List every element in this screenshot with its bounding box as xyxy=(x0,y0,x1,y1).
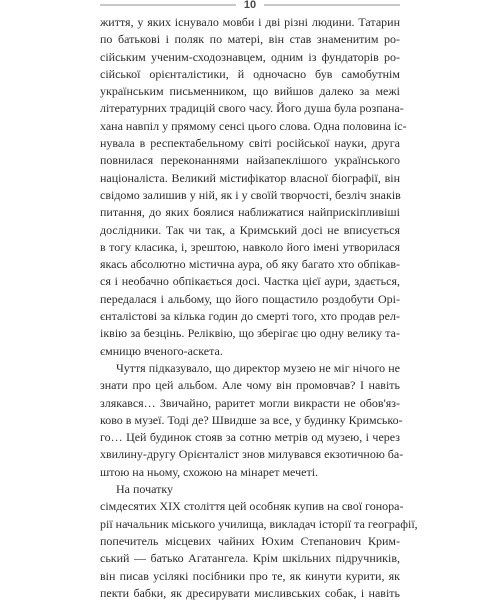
text-line: літературних традицій свого часу. Його душа була розпана- xyxy=(100,101,404,116)
text-line: знати про цей альбом. Але чому він промовчав? І навіть xyxy=(100,378,400,393)
text-line: сійської орієнталістики, й одночасно був самобутнім xyxy=(100,66,400,81)
text-line: нувала в респектабельному світі російської науки, друга xyxy=(100,136,400,151)
text-line: Чуття підказувало, що директор музею не міг нічого не xyxy=(116,360,400,375)
page-header xyxy=(0,0,500,10)
text-line: передалася і альбому, що його пощастило роздобути Орі- xyxy=(100,291,400,306)
text-line: ково в музеї. Тоді де? Швидше за все, у будинку Кримсько- xyxy=(100,412,403,427)
page-number: 10 xyxy=(243,0,257,11)
text-line: ський — батько Агатангела. Крім шкільних підручників, xyxy=(100,551,400,566)
paragraph-1 xyxy=(100,14,407,360)
text-line: хвилину-другу Орієнталіст знов милувався екзотичною ба- xyxy=(100,447,404,462)
text-line: ся і необачно обпікається досі. Частка цієї аури, здається, xyxy=(100,274,400,289)
text-line: націоналіста. Великий містифікатор власної біографії, він xyxy=(100,170,400,185)
text-line: сійським ученим-сходознавцем, одним із фундаторів ро- xyxy=(100,49,400,64)
body-text xyxy=(100,14,418,600)
text-line: повнилася переконаннями найзапеклішого українського xyxy=(100,153,400,168)
text-line: попечитель місцевих чайних Юхим Степанович Крим- xyxy=(100,533,400,548)
text-line: по батькові і поляк по матері, він став знаменитим ро- xyxy=(100,32,400,47)
text-line: життя, у яких існувало мовби і дві різні людини. Татарин xyxy=(100,15,400,29)
text-line: він писав усілякі посібники про те, як кинути курити, як xyxy=(100,568,400,583)
text-line: свідомо залишив у ній, як і у своїй творчості, безліч знаків xyxy=(100,187,401,202)
text-line: українським письменником, що вийшов далеко за межі xyxy=(100,84,400,99)
text-line: На початку xyxy=(116,482,174,497)
header-rule-right xyxy=(264,4,400,6)
text-line: сімдесятих XIX століття цей особняк купив на свої гонора- xyxy=(100,499,404,514)
text-line: ємницю вченого-аскета. xyxy=(100,343,223,358)
text-line: в тогу класика, і, зрештою, навколо його імені утворилася xyxy=(100,239,400,254)
text-line: дослідники. Так чи так, а Кримський досі не вписується xyxy=(100,222,400,237)
text-line: пекти бабки, як дресирувати мисливських собак, і навіть xyxy=(100,585,400,600)
text-line: рії начальник міського училища, викладач історії та географії, xyxy=(100,516,418,531)
text-line: штою на ньому, схожою на мінарет мечеті. xyxy=(100,464,319,479)
text-line: питання, до яких боялися наближатися найприскіпливіші xyxy=(100,205,400,220)
text-line: якась абсолютно містична аура, об яку багато хто обпікав- xyxy=(100,257,400,272)
text-line: го… Цей будинок стояв за сотню метрів од музею, і через xyxy=(100,430,400,445)
text-line: хана навпіл у прямому сенсі цього слова. Одна половина іс- xyxy=(100,118,407,133)
text-line: злякався… Звичайно, раритет могли викрасти не обов'яз- xyxy=(100,395,400,410)
header-rule-left xyxy=(100,4,236,6)
paragraph-2 xyxy=(100,360,418,602)
text-line: єнталістові за кілька годин до смерті того, хто продав рел- xyxy=(100,309,400,324)
text-line: іквію за безцінь. Реліквію, що зберігає цю одну велику та- xyxy=(100,326,400,341)
